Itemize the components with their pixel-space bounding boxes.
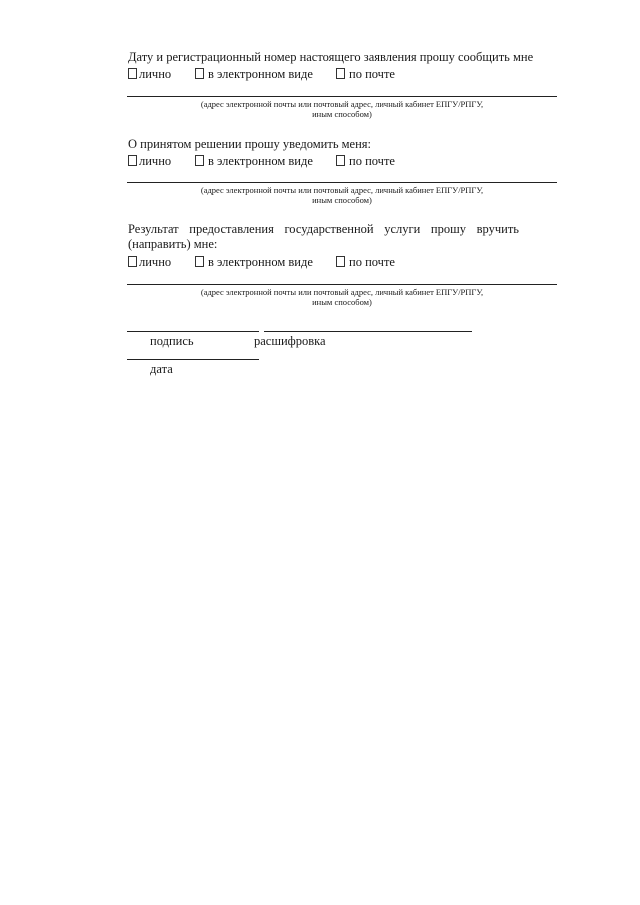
signature-label: подпись: [150, 334, 194, 348]
section1-option-personally[interactable]: [128, 67, 171, 82]
option-label: лично: [139, 255, 172, 269]
section3-hint-line1: (адрес электронной почты или почтовый адрес, личный кабинет ЕПГУ/РПГУ,: [200, 287, 484, 297]
checkbox-icon[interactable]: [195, 256, 204, 267]
section1-address-line[interactable]: [127, 96, 557, 97]
section1-option-mail[interactable]: [336, 67, 395, 82]
date-label: дата: [150, 362, 173, 376]
option-label: по почте: [349, 67, 395, 81]
section3-option-electronic[interactable]: [195, 255, 313, 270]
option-label: в электронном виде: [208, 154, 313, 168]
option-label: по почте: [349, 154, 395, 168]
section3-prompt-line2: (направить) мне:: [128, 237, 218, 251]
checkbox-icon[interactable]: [128, 256, 137, 267]
section2-address-line[interactable]: [127, 182, 557, 183]
section2-hint-line1: (адрес электронной почты или почтовый адрес, личный кабинет ЕПГУ/РПГУ,: [200, 185, 484, 195]
option-label: лично: [139, 67, 172, 81]
section2-option-mail[interactable]: [336, 154, 395, 169]
section1-option-electronic[interactable]: [195, 67, 313, 82]
checkbox-icon[interactable]: [128, 155, 137, 166]
checkbox-icon[interactable]: [128, 68, 137, 79]
section2-option-personally[interactable]: [128, 154, 171, 169]
decoding-line[interactable]: [264, 331, 472, 332]
option-label: в электронном виде: [208, 255, 313, 269]
section1-prompt: Дату и регистрационный номер настоящего заявления прошу сообщить мне: [128, 50, 534, 64]
option-label: лично: [139, 154, 172, 168]
section3-option-mail[interactable]: [336, 255, 395, 270]
option-label: в электронном виде: [208, 67, 313, 81]
checkbox-icon[interactable]: [336, 68, 345, 79]
option-label: по почте: [349, 255, 395, 269]
signature-line[interactable]: [127, 331, 259, 332]
section2-hint-line2: иным способом): [312, 195, 372, 205]
checkbox-icon[interactable]: [195, 155, 204, 166]
section2-prompt: О принятом решении прошу уведомить меня:: [128, 137, 372, 151]
section1-hint-line2: иным способом): [312, 109, 372, 119]
section1-hint-line1: (адрес электронной почты или почтовый адрес, личный кабинет ЕПГУ/РПГУ,: [200, 99, 484, 109]
section2-option-electronic[interactable]: [195, 154, 313, 169]
section3-address-line[interactable]: [127, 284, 557, 285]
section3-option-personally[interactable]: [128, 255, 171, 270]
section3-hint-line2: иным способом): [312, 297, 372, 307]
checkbox-icon[interactable]: [336, 256, 345, 267]
checkbox-icon[interactable]: [336, 155, 345, 166]
date-line[interactable]: [127, 359, 259, 360]
decoding-label: расшифровка: [254, 334, 326, 348]
section3-prompt-line1: Результат предоставления государственной услуги прошу вручить: [128, 222, 519, 236]
checkbox-icon[interactable]: [195, 68, 204, 79]
